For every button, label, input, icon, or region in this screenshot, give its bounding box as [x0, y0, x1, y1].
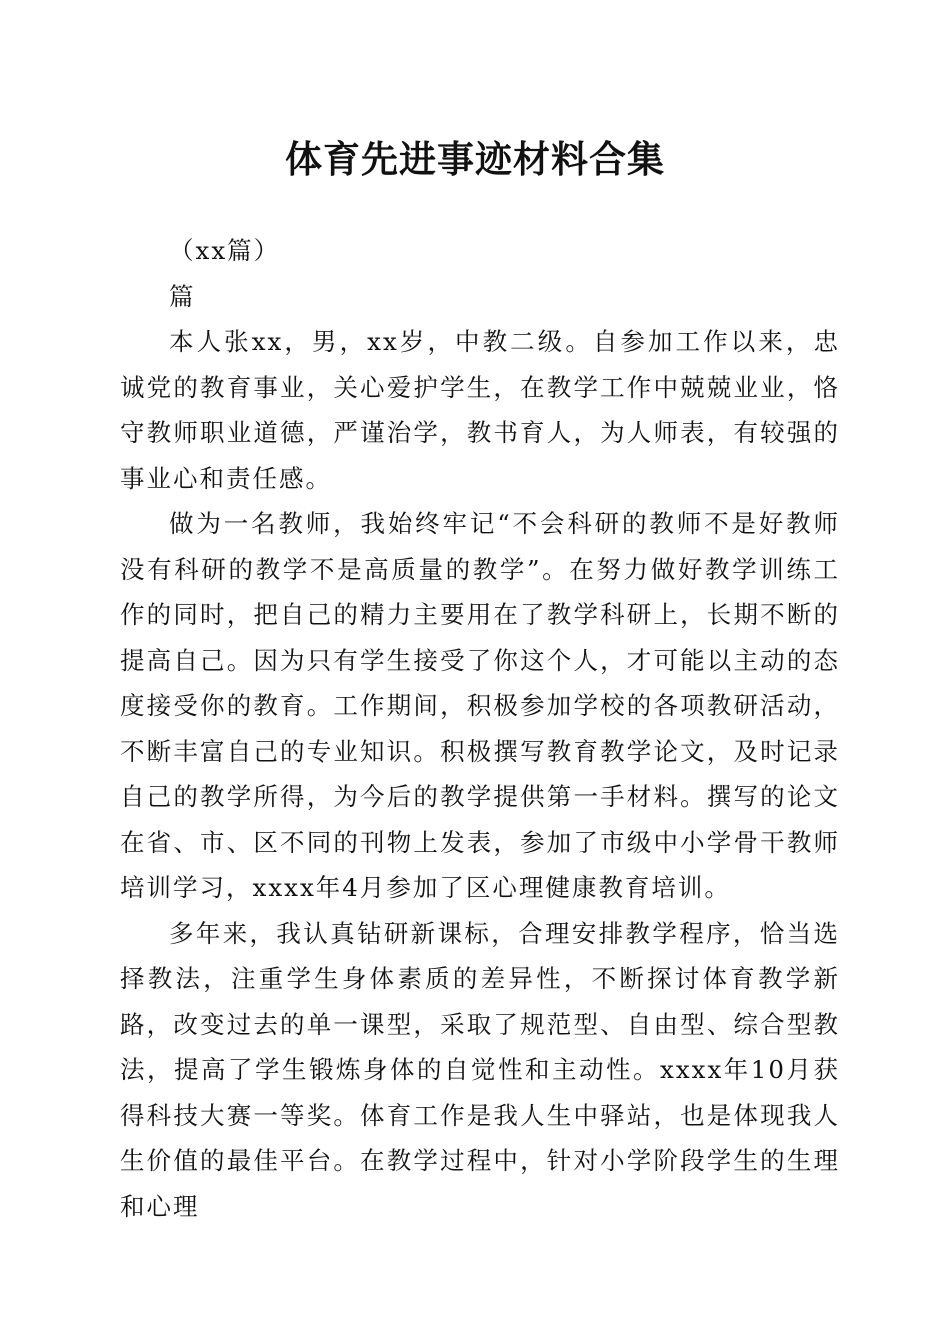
- document-body: [120, 228, 840, 1229]
- section-label: 篇: [169, 281, 196, 311]
- article-count-note: （xx篇）: [169, 236, 281, 265]
- paragraph-3: 多年来，我认真钻研新课标，合理安排教学程序，恰当选择教法，注重学生身体素质的差异性，不断探讨体育教学新路，改变过去的单一课型，采取了规范型、自由型、综合型教法，提高了学生锻炼身体的自觉性和主动性。xxxx年10月获得科技大赛一等奖。体育工作是我人生中驿站，也是体现我人生价值的最佳平台。在教学过程中，针对小学阶段学生的生理和心理: [120, 918, 840, 1221]
- paragraph-1: 本人张xx，男，xx岁，中教二级。自参加工作以来，忠诚党的教育事业，关心爱护学生，在教学工作中兢兢业业，恪守教师职业道德，严谨治学，教书育人，为人师表，有较强的事业心和责任感。: [120, 327, 840, 493]
- document-title: 体育先进事迹材料合集: [285, 137, 665, 181]
- paragraph-2: 做为一名教师，我始终牢记“不会科研的教师不是好教师没有科研的教学不是高质量的教学”。在努力做好教学训练工作的同时，把自己的精力主要用在了教学科研上，长期不断的提高自己。因为只有学生接受了你这个人，才可能以主动的态度接受你的教育。工作期间，积极参加学校的各项教研活动，不断丰富自己的专业知识。积极撰写教育教学论文，及时记录自己的教学所得，为今后的教学提供第一手材料。撰写的论文在省、市、区不同的刊物上发表，参加了市级中小学骨干教师培训学习，xxxx年4月参加了区心理健康教育培训。: [120, 509, 840, 902]
